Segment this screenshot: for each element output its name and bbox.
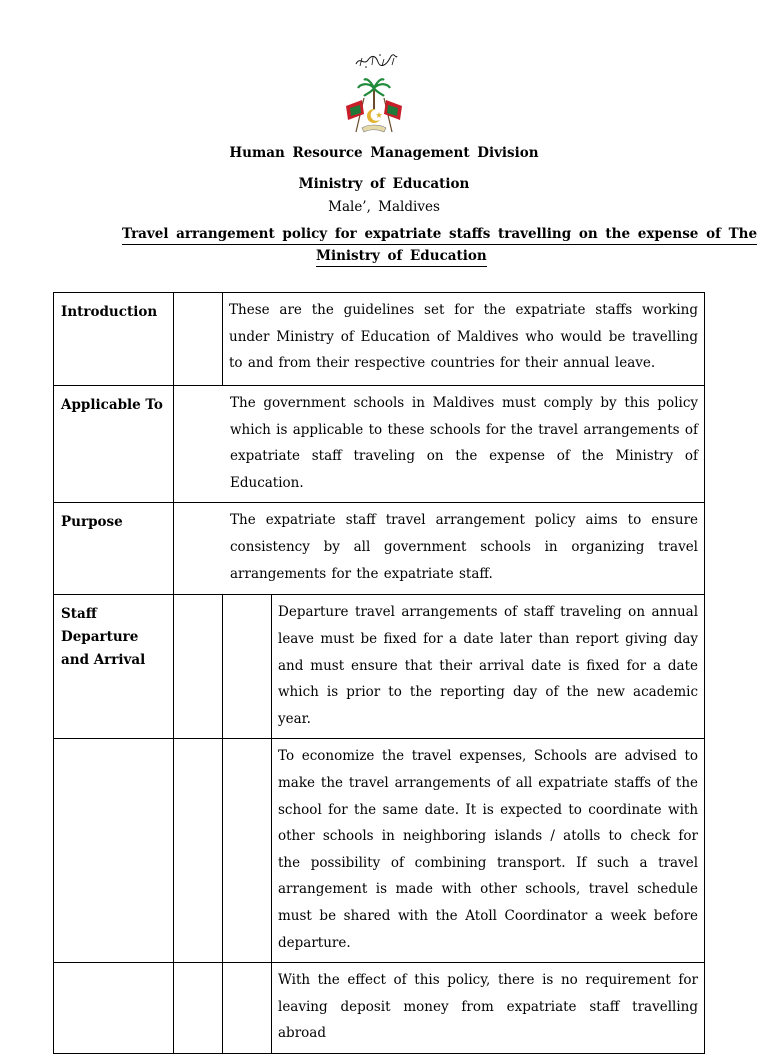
section-text-introduction: These are the guidelines set for the expatriate staffs working under Ministry of Education of Maldives who would be travelling to and from their respective countries for their annual leave.	[223, 293, 705, 386]
section-text-applicable-to-content: The government schools in Maldives must comply by this policy which is applicable to these schools for the travel arrangements of expatriate staff traveling on the expense of the Ministry of Education.	[230, 395, 699, 491]
policy-title-text-2: Ministry of Education	[316, 248, 487, 267]
section-label-introduction: Introduction	[54, 293, 174, 386]
division-title: Human Resource Management Division	[229, 145, 539, 161]
empty-cell	[174, 595, 223, 739]
table-row-staff-departure-2	[54, 739, 705, 963]
bismillah-calligraphy	[354, 52, 398, 70]
section-label-staff-departure: Staff Departure and Arrival	[54, 595, 174, 739]
empty-cell	[174, 293, 223, 386]
policy-title-line-1	[122, 226, 757, 242]
policy-title-line-2	[316, 248, 487, 264]
ministry-title: Ministry of Education	[298, 176, 470, 192]
empty-cell	[174, 963, 223, 1054]
section-text-purpose	[174, 503, 705, 595]
table-row-applicable-to	[54, 386, 705, 503]
section-item-departure-1: Departure travel arrangements of staff traveling on annual leave must be fixed for a date later than report giving day and must ensure that their arrival date is fixed for a date which is prior to the reporting day of the new academic year.	[272, 595, 705, 739]
table-row-introduction	[54, 293, 705, 386]
section-item-departure-2: To economize the travel expenses, Schools are advised to make the travel arrangements of all expatriate staffs of the school for the same date. It is expected to coordinate with other schools in neighboring islands / atolls to check for the possibility of combining transport. If such a travel arrangement is made with other schools, travel schedule must be shared with the Atoll Coordinator a week before departure.	[272, 739, 705, 963]
table-row-purpose	[54, 503, 705, 595]
empty-cell	[54, 963, 174, 1054]
empty-cell	[174, 739, 223, 963]
empty-cell	[223, 739, 272, 963]
location-line: Male’, Maldives	[328, 199, 440, 215]
policy-title-text-1: Travel arrangement policy for expatriate staffs travelling on the expense of The	[122, 226, 757, 245]
section-item-departure-3: With the effect of this policy, there is no requirement for leaving deposit money from expatriate staff travelling abroad	[272, 963, 705, 1054]
maldives-emblem	[342, 76, 406, 140]
table-row-staff-departure	[54, 595, 705, 739]
section-text-purpose-content: The expatriate staff travel arrangement policy aims to ensure consistency by all government schools in organizing travel arrangements for the expatriate staff.	[230, 512, 699, 582]
table-row-staff-departure-3	[54, 963, 705, 1054]
section-text-applicable-to	[174, 386, 705, 503]
empty-cell	[54, 739, 174, 963]
empty-cell	[223, 595, 272, 739]
section-label-purpose: Purpose	[54, 503, 174, 595]
policy-table	[53, 292, 705, 1054]
empty-cell	[223, 963, 272, 1054]
section-label-applicable-to: Applicable To	[54, 386, 174, 503]
